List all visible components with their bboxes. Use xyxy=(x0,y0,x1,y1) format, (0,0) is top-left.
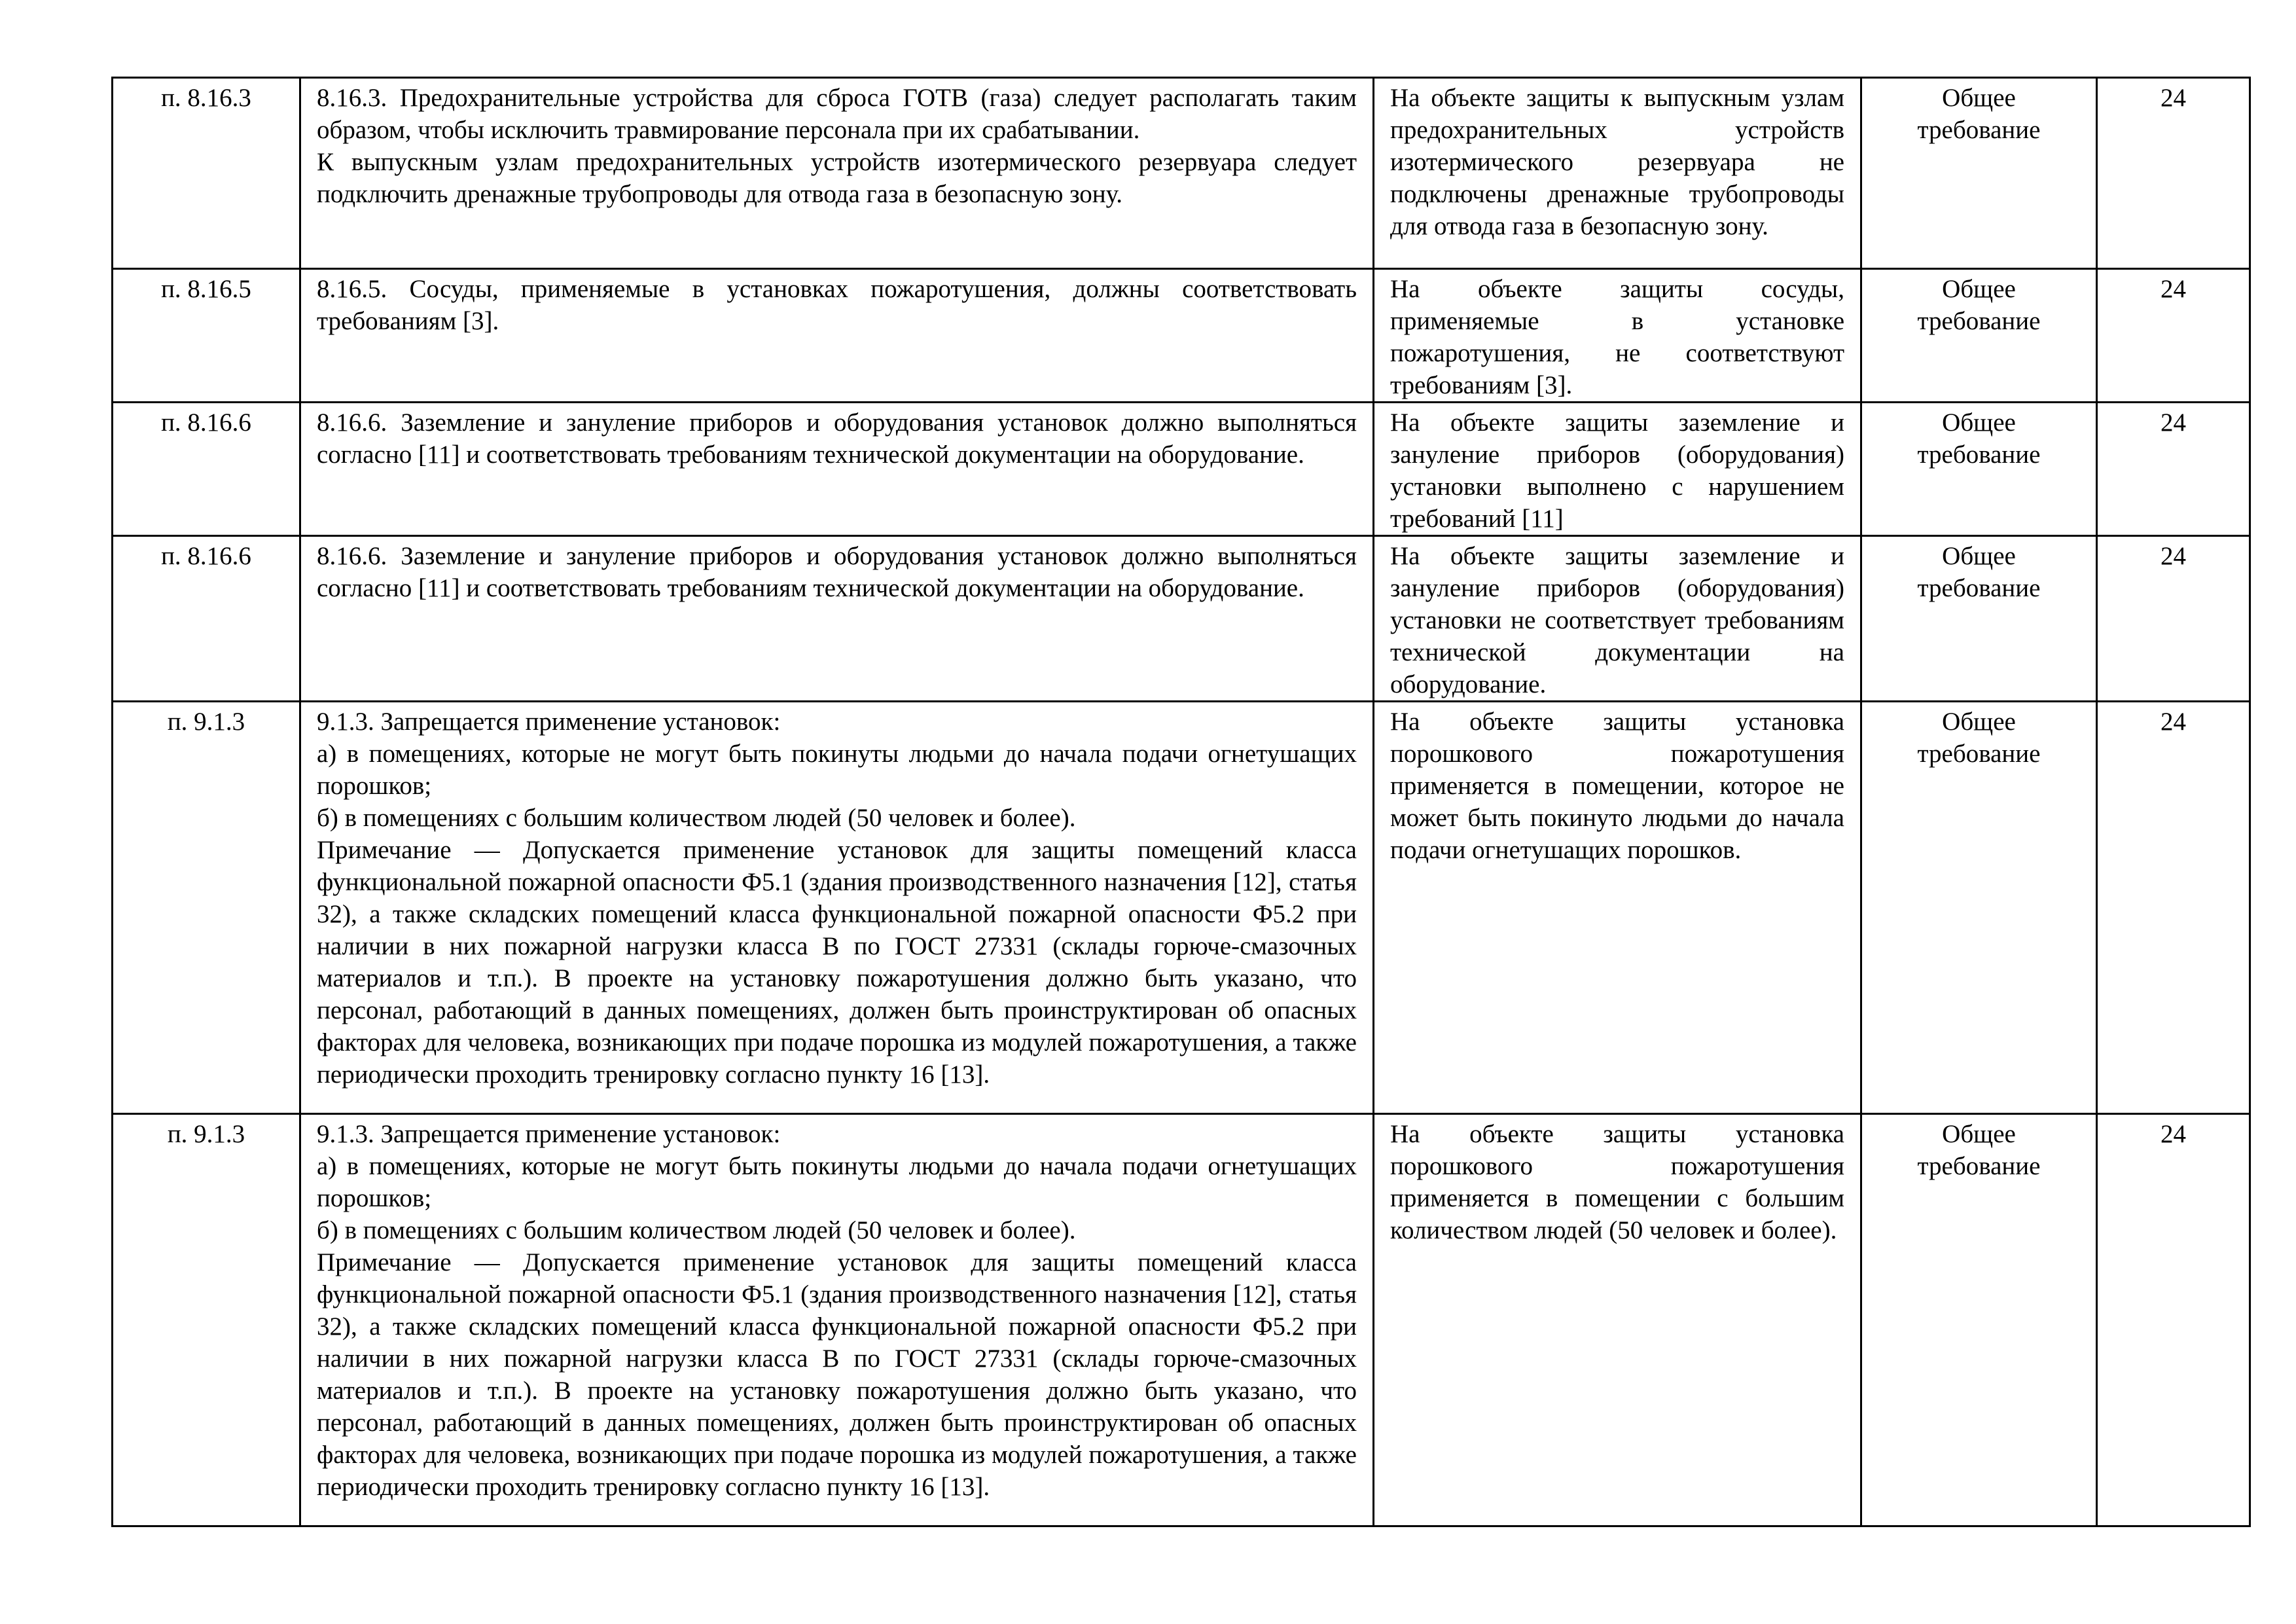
requirement-paragraph: а) в помещениях, которые не могут быть покинуты людьми до начала подачи огнетушащих порошков; xyxy=(317,1152,1357,1212)
table-row xyxy=(113,702,2250,1114)
category-cell: Общее требование xyxy=(1861,702,2097,1114)
clause-ref-cell: п. 8.16.6 xyxy=(113,536,300,702)
requirement-paragraph: 8.16.6. Заземление и зануление приборов и оборудования установок должно выполняться согласно [11] и соответствовать требованиям технической документации на оборудование. xyxy=(317,542,1357,602)
finding-text-cell: На объекте защиты установка порошкового пожаротушения применяется в помещении, которое не может быть покинуто людьми до начала подачи огнетушащих порошков. xyxy=(1374,702,1861,1114)
finding-text-cell: На объекте защиты к выпускным узлам предохранительных устройств изотермического резервуара не подключены дренажные трубопроводы для отвода газа в безопасную зону. xyxy=(1374,78,1861,269)
clause-ref-cell: п. 8.16.6 xyxy=(113,403,300,536)
table-row xyxy=(113,269,2250,403)
clause-ref-cell: п. 8.16.5 xyxy=(113,269,300,403)
requirement-text-cell xyxy=(300,1114,1374,1526)
requirement-text-cell xyxy=(300,269,1374,403)
category-cell: Общее требование xyxy=(1861,536,2097,702)
requirement-paragraph: 8.16.5. Сосуды, применяемые в установках пожаротушения, должны соответствовать требованиям [3]. xyxy=(317,275,1357,335)
requirement-paragraph: а) в помещениях, которые не могут быть покинуты людьми до начала подачи огнетушащих порошков; xyxy=(317,740,1357,800)
category-cell: Общее требование xyxy=(1861,78,2097,269)
category-cell: Общее требование xyxy=(1861,269,2097,403)
finding-text-cell: На объекте защиты заземление и зануление приборов (оборудования) установки выполнено с нарушением требований [11] xyxy=(1374,403,1861,536)
requirement-text-cell xyxy=(300,403,1374,536)
requirement-paragraph: б) в помещениях с большим количеством людей (50 человек и более). xyxy=(317,804,1076,832)
clause-ref-cell: п. 9.1.3 xyxy=(113,702,300,1114)
clause-ref-cell: п. 8.16.3 xyxy=(113,78,300,269)
finding-text-cell: На объекте защиты установка порошкового пожаротушения применяется в помещении с большим количеством людей (50 человек и более). xyxy=(1374,1114,1861,1526)
requirement-paragraph: 8.16.6. Заземление и зануление приборов и оборудования установок должно выполняться согласно [11] и соответствовать требованиям технической документации на оборудование. xyxy=(317,408,1357,469)
category-cell: Общее требование xyxy=(1861,1114,2097,1526)
finding-text-cell: На объекте защиты заземление и зануление приборов (оборудования) установки не соответствует требованиям технической документации на оборудование. xyxy=(1374,536,1861,702)
requirement-paragraph: 8.16.3. Предохранительные устройства для сброса ГОТВ (газа) следует располагать таким образом, чтобы исключить травмирование персонала при их срабатывании. xyxy=(317,84,1357,144)
requirement-text-cell xyxy=(300,702,1374,1114)
number-cell: 24 xyxy=(2097,702,2250,1114)
requirement-text-cell xyxy=(300,78,1374,269)
table-row xyxy=(113,1114,2250,1526)
category-cell: Общее требование xyxy=(1861,403,2097,536)
requirement-note: Примечание — Допускается применение установок для защиты помещений класса функциональной пожарной опасности Ф5.1 (здания производственного назначения [12], статья 32), а также складских помещений класса функциональной пожарной опасности Ф5.2 при наличии в них пожарной нагрузки класса В по ГОСТ 27331 (склады горюче-смазочных материалов и т.п.). В проекте на установку пожаротушения должно быть указано, что персонал, работающий в данных помещениях, должен быть проинструктирован об опасных факторах для человека, возникающих при подаче порошка из модулей пожаротушения, а также периодически проходить тренировку согласно пункту 16 [13]. xyxy=(317,1248,1357,1501)
requirement-paragraph: б) в помещениях с большим количеством людей (50 человек и более). xyxy=(317,1216,1076,1244)
requirements-table xyxy=(111,77,2251,1527)
requirement-paragraph: 9.1.3. Запрещается применение установок: xyxy=(317,708,781,736)
number-cell: 24 xyxy=(2097,403,2250,536)
table-row xyxy=(113,536,2250,702)
finding-text-cell: На объекте защиты сосуды, применяемые в установке пожаротушения, не соответствуют требованиям [3]. xyxy=(1374,269,1861,403)
number-cell: 24 xyxy=(2097,1114,2250,1526)
number-cell: 24 xyxy=(2097,536,2250,702)
requirement-text-cell xyxy=(300,536,1374,702)
clause-ref-cell: п. 9.1.3 xyxy=(113,1114,300,1526)
number-cell: 24 xyxy=(2097,78,2250,269)
table-row xyxy=(113,403,2250,536)
requirement-note: Примечание — Допускается применение установок для защиты помещений класса функциональной пожарной опасности Ф5.1 (здания производственного назначения [12], статья 32), а также складских помещений класса функциональной пожарной опасности Ф5.2 при наличии в них пожарной нагрузки класса В по ГОСТ 27331 (склады горюче-смазочных материалов и т.п.). В проекте на установку пожаротушения должно быть указано, что персонал, работающий в данных помещениях, должен быть проинструктирован об опасных факторах для человека, возникающих при подаче порошка из модулей пожаротушения, а также периодически проходить тренировку согласно пункту 16 [13]. xyxy=(317,836,1357,1089)
requirement-paragraph: К выпускным узлам предохранительных устройств изотермического резервуара следует подключить дренажные трубопроводы для отвода газа в безопасную зону. xyxy=(317,148,1357,208)
table-row xyxy=(113,78,2250,269)
requirement-paragraph: 9.1.3. Запрещается применение установок: xyxy=(317,1120,781,1148)
number-cell: 24 xyxy=(2097,269,2250,403)
